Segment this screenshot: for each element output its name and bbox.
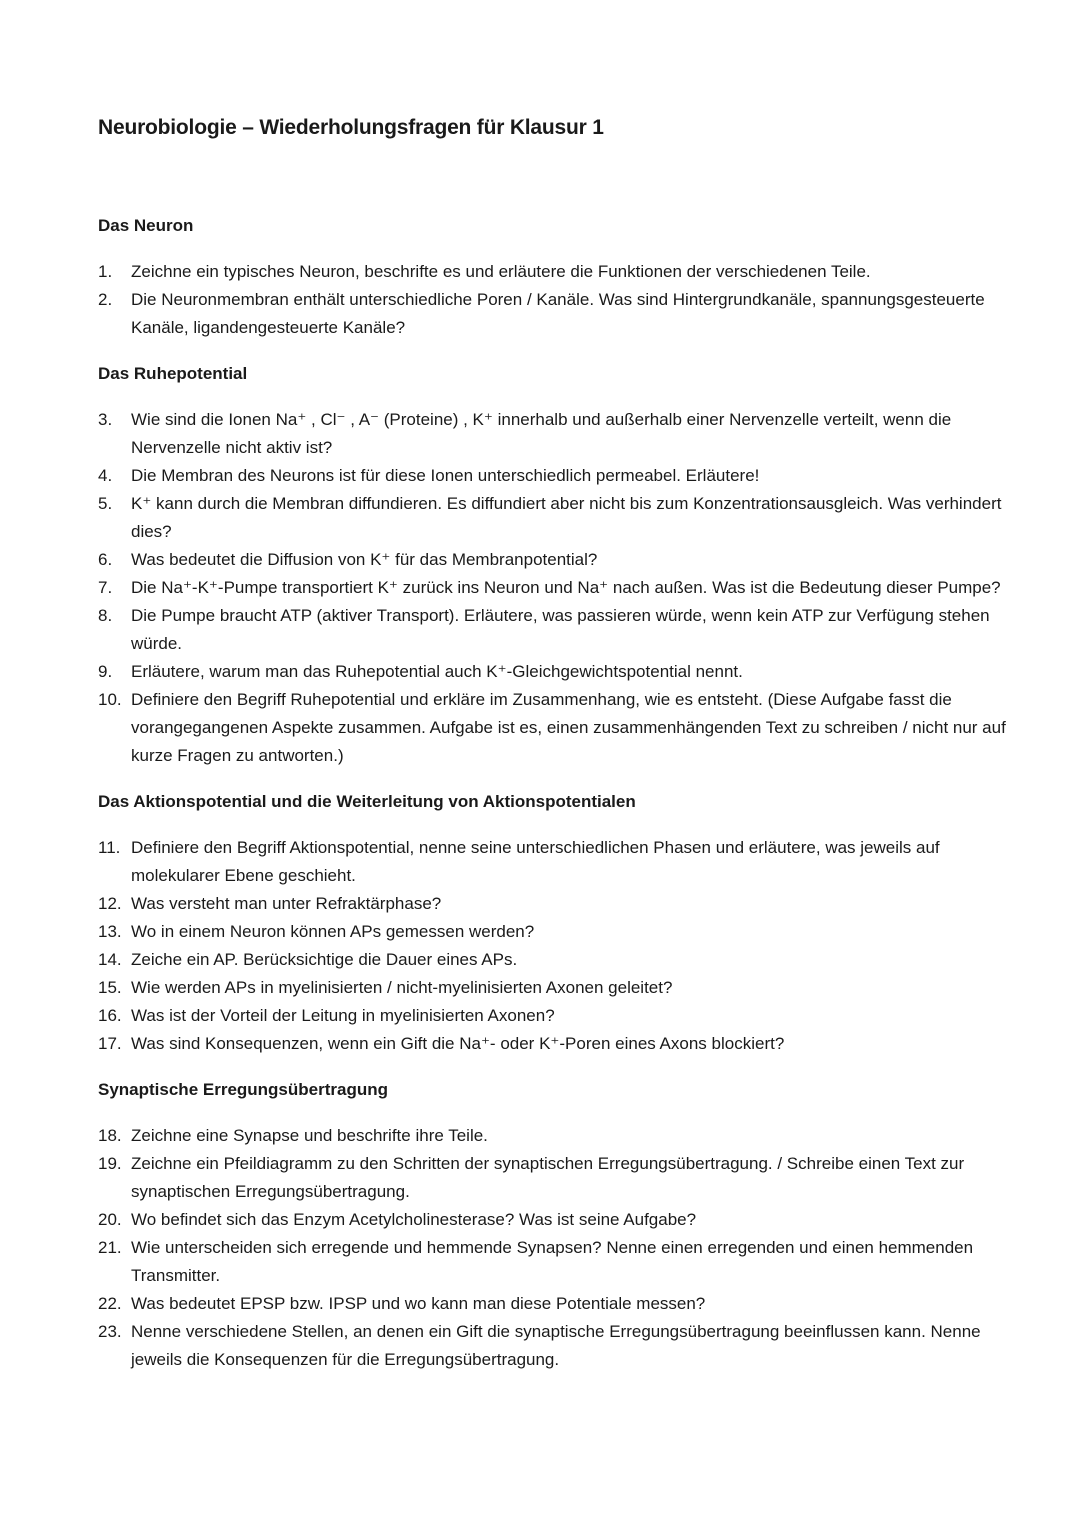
section-synapse: [98, 1076, 1018, 1374]
question-text: Definiere den Begriff Ruhepotential und erkläre im Zusammenhang, wie es entsteht. (Diese Aufgabe fasst die vorangegangenen Aspekte zusammen. Aufgabe ist es, einen zusammenhängenden Text zu schreiben / nicht nur auf kurze Fragen zu antworten.): [131, 690, 1006, 765]
question-item: [98, 834, 1018, 890]
question-text: Zeichne ein typisches Neuron, beschrifte es und erläutere die Funktionen der verschiedenen Teile.: [131, 262, 871, 281]
question-item: [98, 406, 1018, 462]
question-number: 1.: [98, 262, 113, 281]
question-number: 9.: [98, 662, 113, 681]
question-text: Was ist der Vorteil der Leitung in myelinisierten Axonen?: [131, 1006, 555, 1025]
question-item: [98, 546, 1018, 574]
question-text: Nenne verschiedene Stellen, an denen ein Gift die synaptische Erregungsübertragung beeinflussen kann. Nenne jeweils die Konsequenzen für die Erregungsübertragung.: [131, 1322, 981, 1369]
question-item: [98, 890, 1018, 918]
question-text: Wie werden APs in myelinisierten / nicht-myelinisierten Axonen geleitet?: [131, 978, 673, 997]
section-neuron: [98, 212, 1018, 342]
question-text: Die Neuronmembran enthält unterschiedliche Poren / Kanäle. Was sind Hintergrundkanäle, spannungsgesteuerte Kanäle, ligandengesteuerte Kanäle?: [131, 290, 985, 337]
question-text: Die Na⁺-K⁺-Pumpe transportiert K⁺ zurück ins Neuron und Na⁺ nach außen. Was ist die Bedeutung dieser Pumpe?: [131, 578, 1001, 597]
question-number: 22.: [98, 1294, 122, 1313]
question-number: 15.: [98, 978, 122, 997]
question-item: [98, 602, 1018, 658]
question-item: [98, 490, 1018, 546]
question-text: Zeichne eine Synapse und beschrifte ihre Teile.: [131, 1126, 488, 1145]
question-item: [98, 1122, 1018, 1150]
question-text: Zeiche ein AP. Berücksichtige die Dauer eines APs.: [131, 950, 518, 969]
question-number: 13.: [98, 922, 122, 941]
section-heading: Das Neuron: [98, 216, 194, 235]
question-item: [98, 686, 1018, 770]
question-item: [98, 286, 1018, 342]
question-number: 6.: [98, 550, 113, 569]
question-number: 5.: [98, 494, 113, 513]
question-list: [98, 406, 1018, 770]
question-item: [98, 462, 1018, 490]
section-heading: Synaptische Erregungsübertragung: [98, 1080, 388, 1099]
question-number: 2.: [98, 290, 113, 309]
document-title: Neurobiologie – Wiederholungsfragen für Klausur 1: [98, 116, 604, 139]
question-item: [98, 1318, 1018, 1374]
document-page: [98, 112, 1018, 1374]
question-item: [98, 574, 1018, 602]
question-text: Was bedeutet EPSP bzw. IPSP und wo kann man diese Potentiale messen?: [131, 1294, 706, 1313]
question-text: Wie sind die Ionen Na⁺ , Cl⁻ , A⁻ (Proteine) , K⁺ innerhalb und außerhalb einer Nervenzelle verteilt, wenn die Nervenzelle nicht aktiv ist?: [131, 410, 952, 457]
question-item: [98, 946, 1018, 974]
question-text: Was sind Konsequenzen, wenn ein Gift die Na⁺- oder K⁺-Poren eines Axons blockiert?: [131, 1034, 785, 1053]
question-number: 23.: [98, 1322, 122, 1341]
question-number: 8.: [98, 606, 113, 625]
question-number: 16.: [98, 1006, 122, 1025]
question-item: [98, 258, 1018, 286]
question-list: [98, 1122, 1018, 1374]
question-number: 18.: [98, 1126, 122, 1145]
question-text: Was versteht man unter Refraktärphase?: [131, 894, 442, 913]
question-text: Definiere den Begriff Aktionspotential, nenne seine unterschiedlichen Phasen und erläutere, was jeweils auf molekularer Ebene geschieht.: [131, 838, 940, 885]
question-text: Die Membran des Neurons ist für diese Ionen unterschiedlich permeabel. Erläutere!: [131, 466, 760, 485]
question-number: 4.: [98, 466, 113, 485]
question-text: Erläutere, warum man das Ruhepotential auch K⁺-Gleichgewichtspotential nennt.: [131, 662, 743, 681]
question-number: 3.: [98, 410, 113, 429]
question-text: K⁺ kann durch die Membran diffundieren. Es diffundiert aber nicht bis zum Konzentrationsausgleich. Was verhindert dies?: [131, 494, 1002, 541]
question-list: [98, 258, 1018, 342]
question-number: 21.: [98, 1238, 122, 1257]
question-item: [98, 1002, 1018, 1030]
section-aktionspotential: [98, 788, 1018, 1058]
question-item: [98, 1290, 1018, 1318]
question-number: 10.: [98, 690, 122, 709]
question-text: Zeichne ein Pfeildiagramm zu den Schritten der synaptischen Erregungsübertragung. / Schreibe einen Text zur synaptischen Erregungsübertragung.: [131, 1154, 965, 1201]
question-number: 7.: [98, 578, 113, 597]
question-item: [98, 658, 1018, 686]
question-number: 20.: [98, 1210, 122, 1229]
section-heading: Das Ruhepotential: [98, 364, 248, 383]
question-text: Wie unterscheiden sich erregende und hemmende Synapsen? Nenne einen erregenden und einen hemmenden Transmitter.: [131, 1238, 974, 1285]
question-list: [98, 834, 1018, 1058]
question-text: Wo in einem Neuron können APs gemessen werden?: [131, 922, 535, 941]
question-text: Die Pumpe braucht ATP (aktiver Transport). Erläutere, was passieren würde, wenn kein ATP zur Verfügung stehen würde.: [131, 606, 990, 653]
question-text: Wo befindet sich das Enzym Acetylcholinesterase? Was ist seine Aufgabe?: [131, 1210, 697, 1229]
question-item: [98, 1030, 1018, 1058]
question-item: [98, 1234, 1018, 1290]
question-text: Was bedeutet die Diffusion von K⁺ für das Membranpotential?: [131, 550, 598, 569]
question-number: 14.: [98, 950, 122, 969]
section-heading: Das Aktionspotential und die Weiterleitung von Aktionspotentialen: [98, 792, 636, 811]
question-number: 19.: [98, 1154, 122, 1173]
question-item: [98, 1150, 1018, 1206]
question-number: 11.: [98, 838, 121, 857]
question-item: [98, 1206, 1018, 1234]
question-item: [98, 974, 1018, 1002]
question-number: 12.: [98, 894, 122, 913]
section-ruhepotential: [98, 360, 1018, 770]
question-item: [98, 918, 1018, 946]
question-number: 17.: [98, 1034, 122, 1053]
